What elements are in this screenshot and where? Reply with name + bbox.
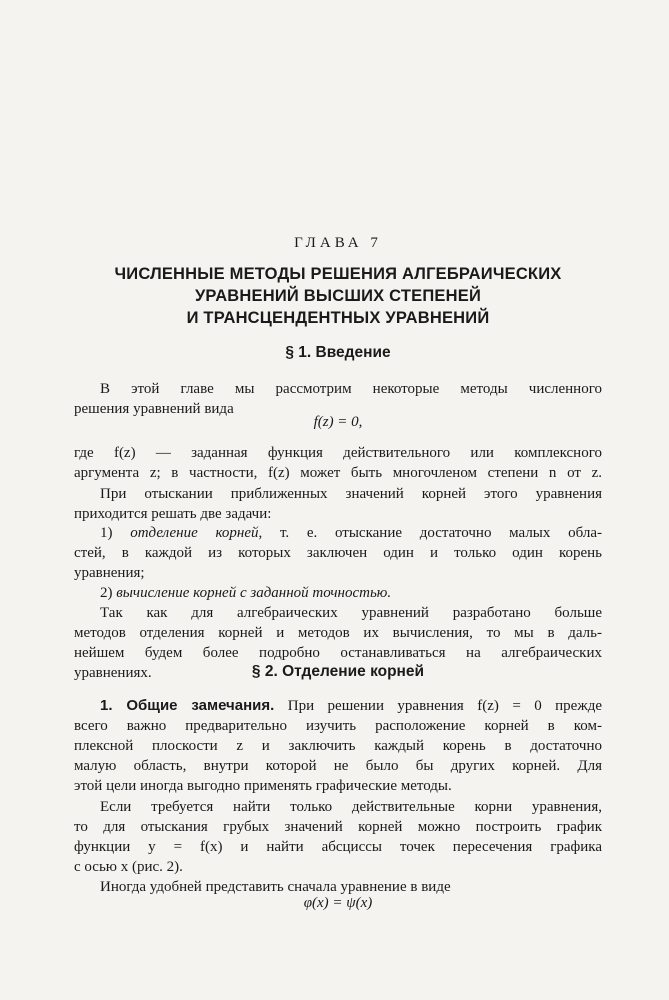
list-item-term: отделение корней (130, 525, 259, 541)
text-line: функции y = f(x) и найти абсциссы точек пересечения графика (74, 839, 602, 855)
list-item-2 (74, 583, 602, 603)
formula-fz: f(z) = 0, (313, 414, 363, 430)
text-line: уравнениях. (74, 665, 152, 681)
text-line: стей, в каждой из которых заключен один и только один корень (74, 545, 602, 561)
text-line: решения уравнений вида (74, 401, 234, 417)
chapter-label: ГЛАВА 7 (294, 235, 382, 251)
formula-phi-psi: φ(x) = ψ(x) (303, 895, 373, 911)
chapter-title-line: УРАВНЕНИЙ ВЫСШИХ СТЕПЕНЕЙ (194, 287, 482, 305)
chapter-title-line: ЧИСЛЕННЫЕ МЕТОДЫ РЕШЕНИЯ АЛГЕБРАИЧЕСКИХ (114, 265, 562, 283)
list-item-term: вычисление корней с заданной точностью. (116, 585, 392, 601)
text-line: этой цели иногда выгодно применять графические методы. (74, 778, 452, 794)
text-run: При решении уравнения f(z) = 0 прежде (287, 698, 602, 714)
text-line: Если требуется найти только действительные корни уравнения, (100, 799, 602, 815)
text-line: нейшем будем более подробно останавливаться на алгебраических (74, 645, 602, 661)
text-line: При отыскании приближенных значений корней этого уравнения (100, 486, 602, 502)
text-line: где f(z) — заданная функция действительного или комплексного (74, 445, 602, 461)
section-2-heading: § 2. Отделение корней (251, 663, 425, 680)
text-line: аргумента z; в частности, f(z) может быть многочленом степени n от z. (74, 465, 602, 481)
text-line: В этой главе мы рассмотрим некоторые методы численного (100, 381, 602, 397)
text-line: плексной плоскости z и заключить каждый корень в достаточно (74, 738, 602, 754)
text-line: приходится решать две задачи: (74, 506, 272, 522)
text-line: Так как для алгебраических уравнений разработано больше (100, 605, 602, 621)
text-line: с осью x (рис. 2). (74, 859, 183, 875)
chapter-title-line: И ТРАНСЦЕНДЕНТНЫХ УРАВНЕНИЙ (186, 309, 490, 327)
list-item-lead: 1) (100, 525, 131, 541)
text-line: уравнения; (74, 565, 145, 581)
text-line: методов отделения корней и методов их вычисления, то мы в даль- (74, 625, 602, 641)
section-1-heading: § 1. Введение (285, 344, 391, 361)
text-line (74, 696, 602, 716)
text-line: Иногда удобней представить сначала уравнение в виде (100, 879, 451, 895)
chapter-title (74, 263, 602, 329)
list-item-lead: 2) (100, 585, 117, 601)
text-line: малую область, внутри которой не было бы других корней. Для (74, 758, 602, 774)
list-item-text: , т. е. отыскание достаточно малых обла- (258, 525, 602, 541)
subsection-title: 1. Общие замечания. (100, 697, 275, 714)
text-line: всего важно предварительно изучить расположение корней в ком- (74, 718, 602, 734)
list-item-1 (74, 523, 602, 543)
text-line: то для отыскания грубых значений корней можно построить график (74, 819, 602, 835)
